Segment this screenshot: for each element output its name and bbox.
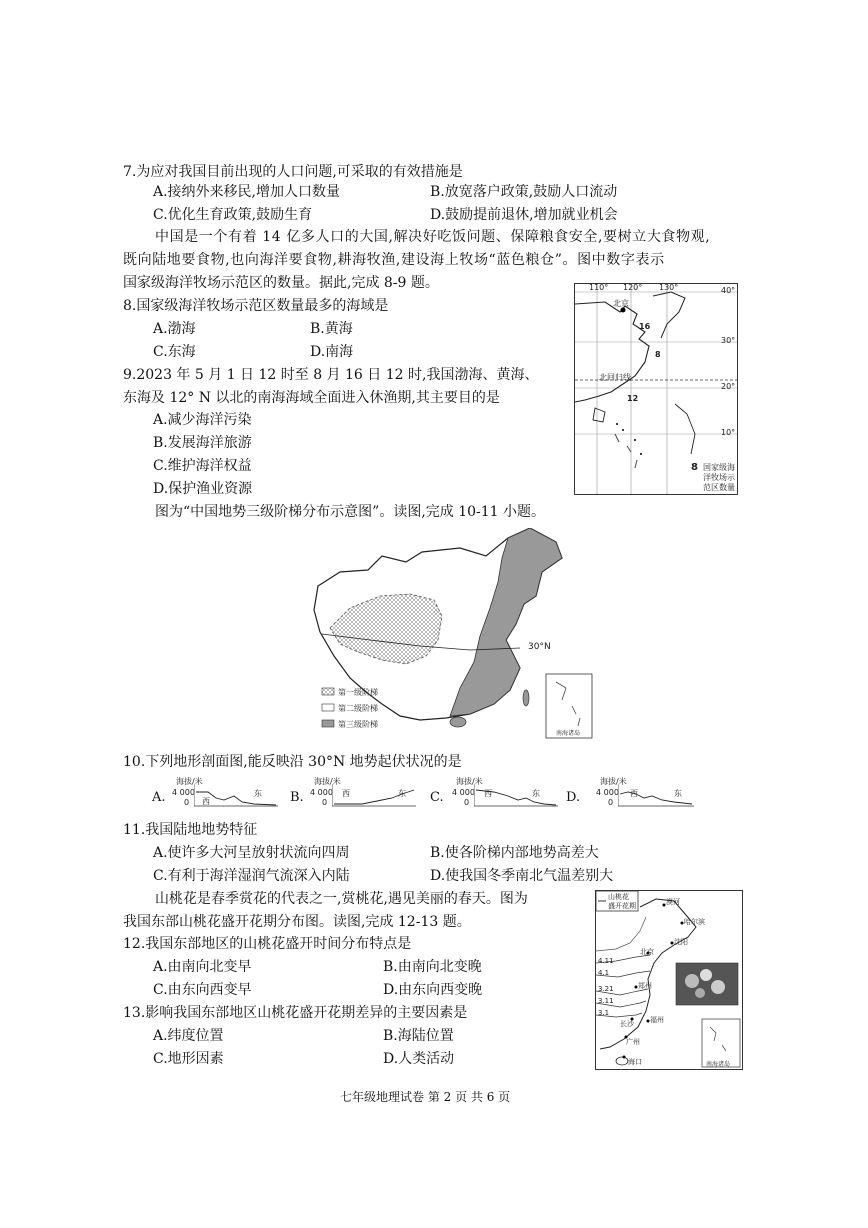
intro-12-13-line2: 我国东部山桃花盛开花期分布图。读图,完成 12-13 题。 <box>123 914 471 930</box>
q13-stem: 13.影响我国东部地区山桃花盛开花期差异的主要因素是 <box>123 1005 468 1021</box>
q12-option-b: B.由南向北变晚 <box>383 959 482 975</box>
q9-option-b: B.发展海洋旅游 <box>153 435 252 451</box>
profile-d-letter: D. <box>566 790 581 805</box>
q13-option-a: A.纬度位置 <box>153 1028 224 1044</box>
profile-a-letter: A. <box>152 790 166 805</box>
terrain-steps-map <box>310 528 596 742</box>
city-changsha: 长沙 <box>620 1020 634 1028</box>
legend-step-2: 第二级阶梯 <box>338 704 378 713</box>
profile-c-letter: C. <box>430 790 444 805</box>
q8-option-a: A.渤海 <box>153 321 196 337</box>
profile-b <box>290 776 420 810</box>
bloom-date-4-11: 4.11 <box>598 957 614 965</box>
q11-option-d: D.使我国冬季南北气温差别大 <box>430 868 614 884</box>
page-footer: 七年级地理试卷 第 2 页 共 6 页 <box>340 1090 511 1104</box>
lon-130-label: 130° <box>659 283 679 292</box>
lat-30-label: 30° <box>721 336 736 345</box>
profile-d <box>566 776 696 810</box>
legend-text-2: 洋牧场示 <box>703 473 735 482</box>
count-yellow-sea: 16 <box>639 322 651 331</box>
q12-option-a: A.由南向北变早 <box>153 959 252 975</box>
bloom-legend-title2: 盛开花期 <box>608 902 636 910</box>
city-mohe: 漠河 <box>666 898 680 906</box>
tropic-label: 北回归线 <box>599 373 631 382</box>
bloom-date-3-21: 3.21 <box>598 985 614 993</box>
lat-40-label: 40° <box>721 286 736 295</box>
lat-30n-label: 30°N <box>528 642 551 652</box>
lat-20-label: 20° <box>721 382 736 391</box>
profile-c-value: 4 000 <box>452 788 475 797</box>
q7-option-d: D.鼓励提前退休,增加就业机会 <box>430 207 618 223</box>
q8-option-c: C.东海 <box>153 344 196 360</box>
q9-option-c: C.维护海洋权益 <box>153 458 252 474</box>
profile-d-west: 西 <box>630 789 638 798</box>
q13-option-b: B.海陆位置 <box>383 1028 454 1044</box>
profile-b-east: 东 <box>398 789 406 798</box>
q9-stem-line2: 东海及 12° N 以北的南海海域全面进入休渔期,其主要目的是 <box>123 390 500 406</box>
profile-b-letter: B. <box>290 790 304 805</box>
q9-option-a: A.减少海洋污染 <box>153 412 252 428</box>
q12-option-c: C.由东向西变早 <box>153 982 252 998</box>
city-guangzhou: 广州 <box>626 1038 640 1046</box>
profile-a <box>150 776 280 810</box>
legend-text-1: 国家级海 <box>703 463 735 472</box>
terrain-inset-label: 南海诸岛 <box>556 730 581 737</box>
profile-a-zero: 0 <box>184 798 190 807</box>
q13-option-c: C.地形因素 <box>153 1051 224 1067</box>
profile-d-zero: 0 <box>608 798 614 807</box>
bloom-legend-title1: 山桃花 <box>608 893 629 901</box>
q9-option-d: D.保护渔业资源 <box>153 481 253 497</box>
count-south-sea: 12 <box>627 394 639 403</box>
profile-d-east: 东 <box>674 789 682 798</box>
profile-d-value: 4 000 <box>596 788 619 797</box>
beijing-label: 北京 <box>613 299 629 308</box>
profile-b-west: 西 <box>342 789 350 798</box>
profile-c-zero: 0 <box>464 798 470 807</box>
legend-step-3: 第三级阶梯 <box>338 720 378 729</box>
bloom-date-4-1: 4.1 <box>598 969 610 977</box>
profile-b-value: 4 000 <box>310 788 333 797</box>
legend-text-3: 范区数量 <box>703 483 735 492</box>
city-zhengzhou: 郑州 <box>638 982 652 990</box>
profile-c-unit: 海拔/米 <box>456 777 483 786</box>
profile-c-west: 西 <box>484 789 492 798</box>
q11-option-b: B.使各阶梯内部地势高差大 <box>430 845 599 861</box>
profile-b-zero: 0 <box>322 798 328 807</box>
q7-option-c: C.优化生育政策,鼓励生育 <box>153 207 313 223</box>
q13-option-d: D.人类活动 <box>383 1051 455 1067</box>
bloom-date-3-1: 3.1 <box>598 1009 610 1017</box>
intro-12-13-line1: 山桃花是春季赏花的代表之一,赏桃花,遇见美丽的春天。图为 <box>155 891 528 907</box>
q7-stem: 7.为应对我国目前出现的人口问题,可采取的有效措施是 <box>123 164 463 180</box>
bloom-date-3-11: 3.11 <box>598 997 614 1005</box>
intro-10-11: 图为“中国地势三级阶梯分布示意图”。读图,完成 10-11 小题。 <box>155 504 546 520</box>
count-east-sea: 8 <box>655 350 661 359</box>
legend-number-sample: 8 <box>691 462 698 473</box>
profile-a-west: 西 <box>202 797 210 806</box>
q11-option-a: A.使许多大河呈放射状流向四周 <box>153 845 350 861</box>
peach-blossom-map <box>595 890 743 1070</box>
q11-stem: 11.我国陆地地势特征 <box>123 822 258 838</box>
city-haikou: 海口 <box>628 1058 642 1066</box>
profile-b-unit: 海拔/米 <box>314 777 341 786</box>
city-harbin: 哈尔滨 <box>684 918 705 926</box>
lon-110-label: 110° <box>589 283 609 292</box>
q8-option-d: D.南海 <box>310 344 354 360</box>
profile-a-east: 东 <box>254 789 262 798</box>
q9-stem-line1: 9.2023 年 5 月 1 日 12 时至 8 月 16 日 12 时,我国渤海、黄海、 <box>123 367 539 383</box>
q11-option-c: C.有利于海洋湿润气流深入内陆 <box>153 868 350 884</box>
bloom-inset-label: 南海诸岛 <box>706 1061 731 1068</box>
intro-8-9-line2: 既向陆地要食物,也向海洋要食物,耕海牧渔,建设海上牧场“蓝色粮仓”。图中数字表示 <box>123 252 665 268</box>
ocean-ranch-map <box>574 283 738 495</box>
q7-option-b: B.放宽落户政策,鼓励人口流动 <box>430 184 618 200</box>
city-beijing: 北京 <box>640 948 654 956</box>
legend-step-1: 第一级阶梯 <box>338 688 378 697</box>
q12-option-d: D.由东向西变晚 <box>383 982 483 998</box>
lat-10-label: 10° <box>721 428 736 437</box>
peach-blossom-map-graphic <box>596 891 742 1069</box>
profile-d-unit: 海拔/米 <box>600 777 627 786</box>
profile-a-unit: 海拔/米 <box>176 777 203 786</box>
q12-stem: 12.我国东部地区的山桃花盛开时间分布特点是 <box>123 936 412 952</box>
profile-a-value: 4 000 <box>172 788 195 797</box>
q8-option-b: B.黄海 <box>310 321 353 337</box>
q7-option-a: A.接纳外来移民,增加人口数量 <box>153 184 341 200</box>
profile-c-east: 东 <box>532 789 540 798</box>
q8-stem: 8.国家级海洋牧场示范区数量最多的海域是 <box>123 298 389 314</box>
city-shenyang: 沈阳 <box>674 938 688 946</box>
q10-stem: 10.下列地形剖面图,能反映沿 30°N 地势起伏状况的是 <box>123 754 462 770</box>
profile-c <box>430 776 560 810</box>
intro-8-9-line1: 中国是一个有着 14 亿多人口的大国,解决好吃饭问题、保障粮食安全,要树立大食物观, <box>155 229 711 245</box>
city-fuzhou: 福州 <box>650 1016 664 1024</box>
intro-8-9-line3: 国家级海洋牧场示范区的数量。据此,完成 8-9 题。 <box>123 275 439 291</box>
lon-120-label: 120° <box>623 283 643 292</box>
